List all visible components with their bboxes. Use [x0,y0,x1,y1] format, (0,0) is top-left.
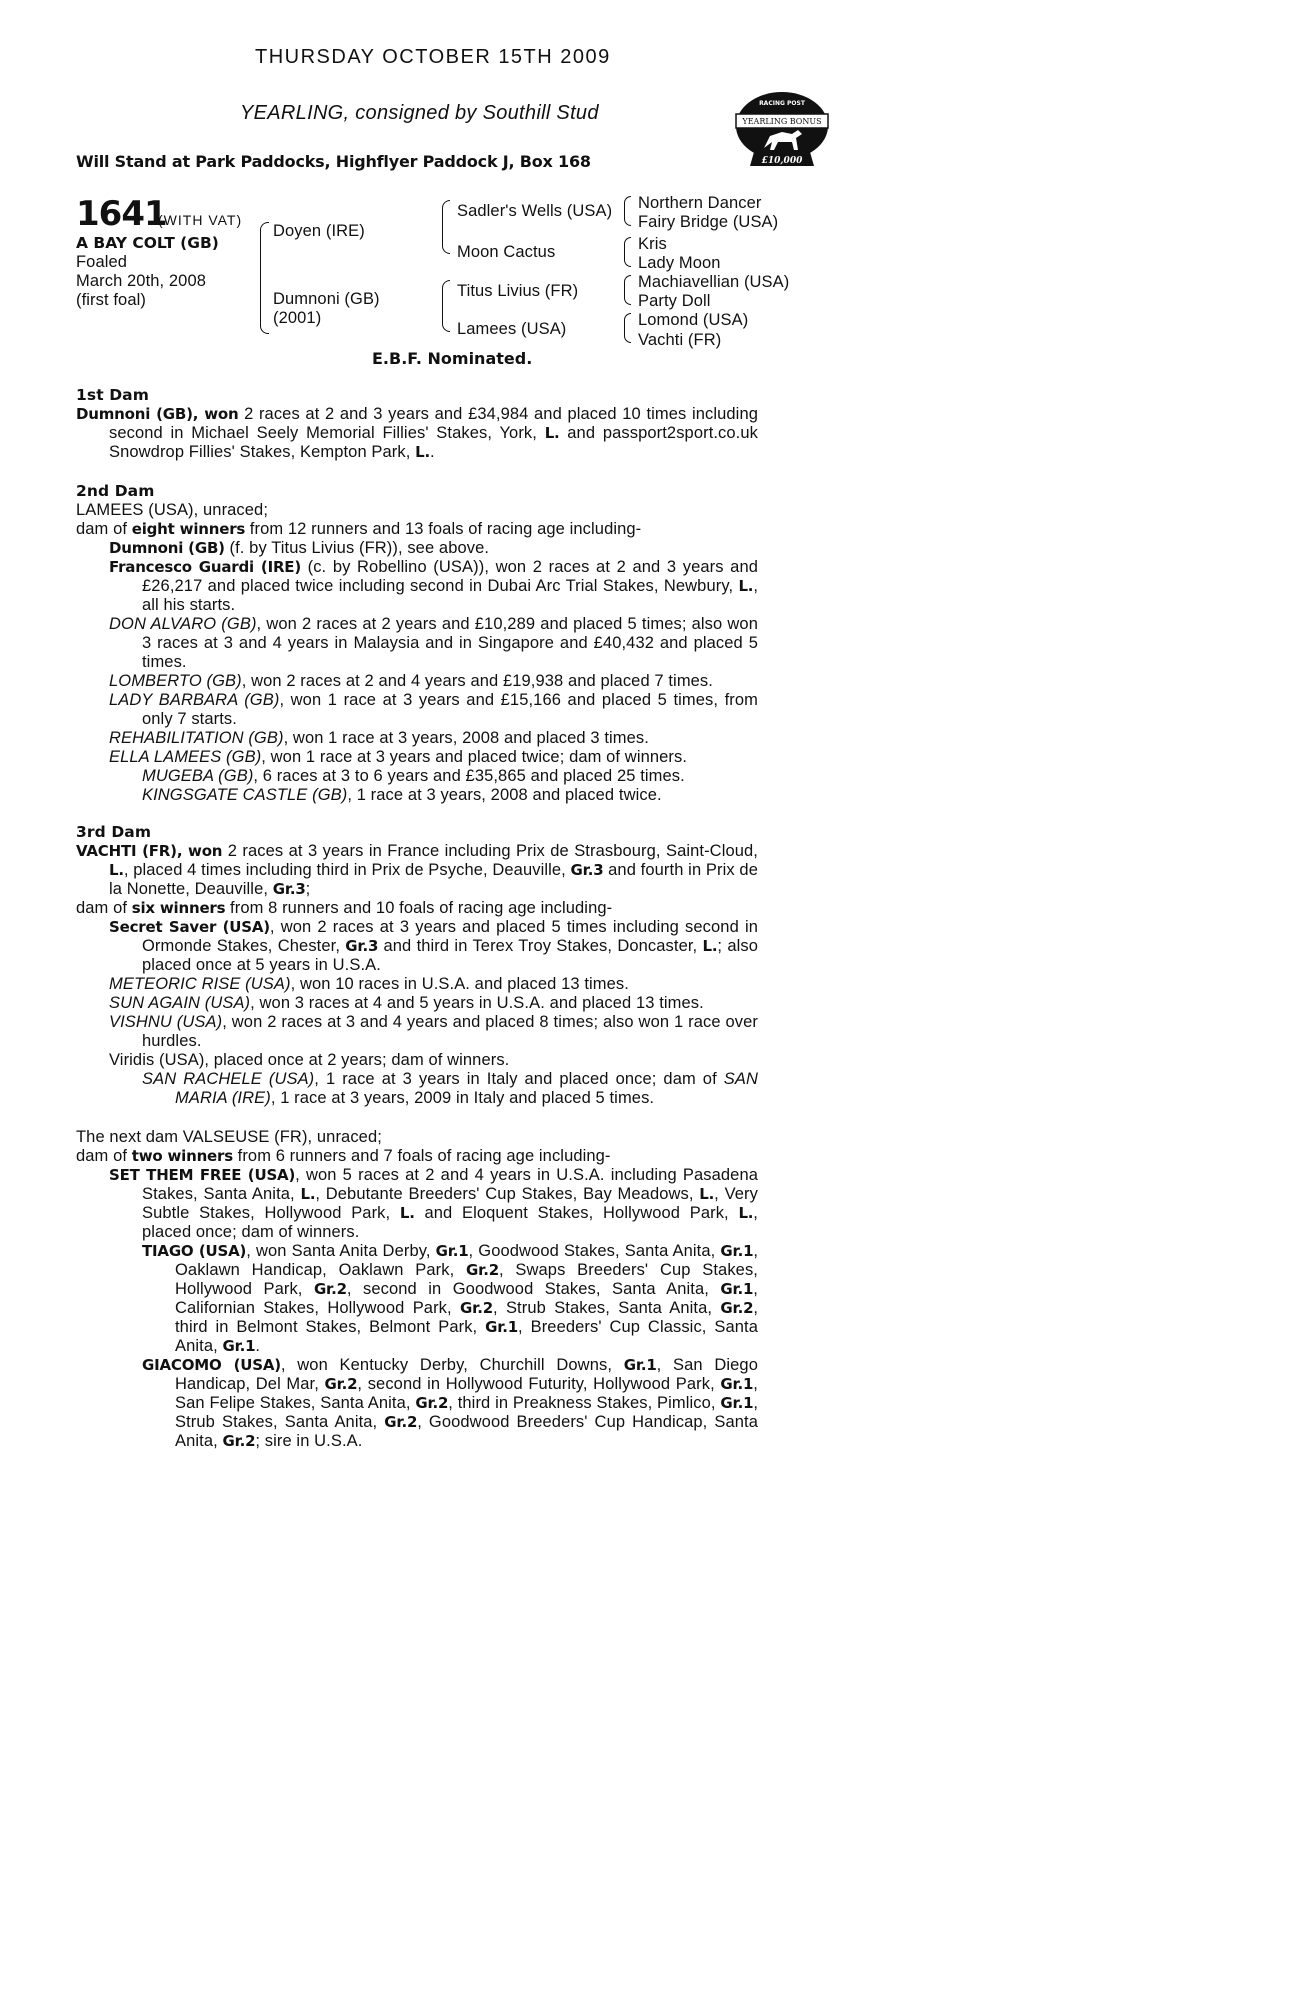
group-marker: Gr.1 [720,1242,754,1260]
first-dam-section [76,386,758,462]
group-marker: Gr.3 [570,861,604,879]
progeny-name: SUN AGAIN (USA) [109,994,251,1012]
progeny-name: REHABILITATION (GB) [109,729,284,747]
listed-marker: L. [738,577,754,595]
listed-marker: L. [702,937,718,955]
first-dam-text-a: 2 races at 2 and 3 years and £34,984 and placed 10 times including second in Michael Seely Memorial Fillies' Stakes, York, [109,405,758,442]
progeny-entry: SUN AGAIN (USA), won 3 races at 4 and 5 years in U.S.A. and placed 13 times. [109,994,704,1012]
listed-marker: L. [399,1204,415,1222]
pedigree-g3: Kris [638,235,667,253]
progeny-entry: Dumnoni (GB) (f. by Titus Livius (FR)), see above. [109,539,490,557]
progeny-name: METEORIC RISE (USA) [109,975,291,993]
progeny-entry: REHABILITATION (GB), won 1 race at 3 years, 2008 and placed 3 times. [109,729,649,747]
listed-marker: L. [300,1185,316,1203]
stand-location: Will Stand at Park Paddocks, Highflyer Paddock J, Box 168 [76,152,591,171]
progeny-name: GIACOMO (USA) [142,1356,281,1374]
progeny-entry: Viridis (USA), placed once at 2 years; dam of winners. [109,1051,510,1069]
pedigree-brace-dam [442,280,450,332]
group-marker: Gr.1 [435,1242,469,1260]
progeny-entry: Francesco Guardi (IRE) (c. by Robellino (USA)), won 2 races at 2 and 3 years and £26,217 and placed twice including second in Dubai Arc Trial Stakes, Newbury, L., all his starts. [109,558,758,614]
progeny-entry: ELLA LAMEES (GB), won 1 race at 3 years and placed twice; dam of winners. [109,748,688,766]
badge-top-text: RACING POST [759,100,805,107]
progeny-name: KINGSGATE CASTLE (GB) [142,786,348,804]
group-marker: Gr.2 [460,1299,493,1317]
winners-count: two winners [131,1147,233,1165]
yearling-bonus-badge [732,90,832,170]
progeny-name: LADY BARBARA (GB) [109,691,280,709]
progeny-entry: MUGEBA (GB), 6 races at 3 to 6 years and £35,865 and placed 25 times. [142,767,685,785]
first-dam-paragraph [76,405,758,462]
progeny-name: Francesco Guardi (IRE) [109,558,302,576]
progeny-name: ELLA LAMEES (GB) [109,748,262,766]
third-dam-name: VACHTI (FR) [76,842,177,860]
progeny-name: LOMBERTO (GB) [109,672,242,690]
pedigree-g4: Lady Moon [638,254,721,272]
group-marker: Gr.3 [345,937,379,955]
progeny-entry: KINGSGATE CASTLE (GB), 1 race at 3 years, 2008 and placed twice. [142,786,662,804]
group-marker: Gr.2 [720,1299,754,1317]
pedigree-sire-sire: Sadler's Wells (USA) [457,202,613,220]
group-marker: Gr.1 [623,1356,657,1374]
group-marker: Gr.1 [222,1337,256,1355]
group-marker: Gr.1 [485,1318,519,1336]
progeny-name: SAN RACHELE (USA) [142,1070,315,1088]
listed-marker: L. [738,1204,754,1222]
pedigree-dam-dam: Lamees (USA) [457,320,567,338]
lot-number: 1641 [76,194,167,234]
ebf-nominated: E.B.F. Nominated. [372,349,533,368]
progeny-name: VISHNU (USA) [109,1013,223,1031]
badge-mid-text: YEARLING BONUS [742,117,822,126]
pedigree-sire: Doyen (IRE) [273,222,365,240]
pedigree-dam: Dumnoni (GB) [273,290,380,308]
pedigree-brace-g2 [624,237,631,267]
lot-description: A BAY COLT (GB) [76,234,219,252]
group-marker: Gr.2 [466,1261,499,1279]
progeny-entry: Secret Saver (USA), won 2 races at 3 years and placed 5 times including second in Ormonde Stakes, Chester, Gr.3 and third in Terex Troy Stakes, Doncaster, L.; also placed once at 5 years in U.S.A. [109,918,759,974]
second-dam-line1: LAMEES (USA), unraced; [76,501,269,519]
winners-count: six winners [131,899,226,917]
progeny-name: Dumnoni (GB) [109,539,225,557]
pedigree-brace-g1 [624,196,631,226]
group-marker: Gr.1 [720,1375,754,1393]
first-dam-text-b: and passport2sport.co.uk Snowdrop Fillies' Stakes, Kempton Park, [109,424,758,461]
next-dam-section [76,1128,758,1451]
progeny-entry: GIACOMO (USA), won Kentucky Derby, Churchill Downs, Gr.1, San Diego Handicap, Del Mar, Gr.2, second in Hollywood Futurity, Hollywood Park, Gr.1, San Felipe Stakes, Santa Anita, Gr.2, third in Preakness Stakes, Pimlico, Gr.1, Strub Stakes, Santa Anita, Gr.2, Goodwood Breeders' Cup Handicap, Santa Anita, Gr.2; sire in U.S.A. [142,1356,758,1450]
pedigree-brace-main [260,222,269,334]
group-marker: Gr.2 [313,1280,347,1298]
badge-amount-text: £10,000 [761,156,803,166]
third-dam-section [76,823,758,1108]
group-marker: Gr.2 [222,1432,256,1450]
listed-marker: L. [699,1185,715,1203]
first-dam-comma: , [192,405,205,423]
foal-note: (first foal) [76,291,146,309]
progeny-entry: DON ALVARO (GB), won 2 races at 2 years and £10,289 and placed 5 times; also won 3 races at 3 and 4 years in Malaysia and in Singapore and £40,432 and placed 5 times. [109,615,758,671]
group-marker: Gr.3 [272,880,306,898]
third-dam-heading: 3rd Dam [76,823,152,841]
second-dam-section [76,482,758,805]
progeny-name: TIAGO (USA) [142,1242,247,1260]
pedigree-g5: Machiavellian (USA) [638,273,790,291]
third-dam-dam-of: dam of six winners from 8 runners and 10 foals of racing age including- [76,899,613,917]
pedigree-dam-year: (2001) [273,309,322,327]
progeny-entry: LADY BARBARA (GB), won 1 race at 3 years and £15,166 and placed 5 times, from only 7 starts. [109,691,759,728]
pedigree-brace-g3 [624,275,631,305]
consignment-line: YEARLING, consigned by Southill Stud [240,102,599,124]
pedigree-g7: Lomond (USA) [638,311,749,329]
progeny-entry: TIAGO (USA), won Santa Anita Derby, Gr.1, Goodwood Stakes, Santa Anita, Gr.1, Oaklawn Handicap, Oaklawn Park, Gr.2, Swaps Breeders' Cup Stakes, Hollywood Park, Gr.2, second in Goodwood Stakes, Santa Anita, Gr.1, Californian Stakes, Hollywood Park, Gr.2, Strub Stakes, Santa Anita, Gr.2, third in Belmont Stakes, Belmont Park, Gr.1, Breeders' Cup Classic, Santa Anita, Gr.1. [142,1242,758,1355]
group-marker: Gr.1 [720,1394,754,1412]
group-marker: Gr.1 [720,1280,754,1298]
progeny-name: DON ALVARO (GB) [109,615,257,633]
group-marker: Gr.2 [415,1394,449,1412]
listed-marker: L. [109,861,124,879]
group-marker: Gr.2 [324,1375,358,1393]
first-dam-heading: 1st Dam [76,386,149,404]
vat-note: (WITH VAT) [158,212,243,228]
first-dam-text-c: . [429,443,435,461]
progeny-name: SAN MARIA (IRE) [175,1070,758,1107]
progeny-name: Secret Saver (USA) [109,918,270,936]
foaled-label: Foaled [76,253,128,271]
progeny-entry: SAN RACHELE (USA), 1 race at 3 years in Italy and placed once; dam of SAN MARIA (IRE), 1 race at 3 years, 2009 in Italy and placed 5 times. [142,1070,758,1107]
progeny-entry: LOMBERTO (GB), won 2 races at 2 and 4 years and £19,938 and placed 7 times. [109,672,713,690]
progeny-name: MUGEBA (GB) [142,767,254,785]
progeny-entry: METEORIC RISE (USA), won 10 races in U.S.A. and placed 13 times. [109,975,629,993]
group-marker: Gr.2 [384,1413,418,1431]
first-dam-won: won [204,405,239,423]
pedigree-g2: Fairy Bridge (USA) [638,213,779,231]
pedigree-g6: Party Doll [638,292,711,310]
second-dam-dam-of: dam of eight winners from 12 runners and 13 foals of racing age including- [76,520,642,538]
winners-count: eight winners [131,520,246,538]
progeny-entry: VISHNU (USA), won 2 races at 3 and 4 years and placed 8 times; also won 1 race over hurdles. [109,1013,758,1050]
next-dam-line1: The next dam VALSEUSE (FR), unraced; [76,1128,382,1146]
next-dam-dam-of: dam of two winners from 6 runners and 7 foals of racing age including- [76,1147,611,1165]
foaled-date: March 20th, 2008 [76,272,207,290]
progeny-entry: SET THEM FREE (USA), won 5 races at 2 and 4 years in U.S.A. including Pasadena Stakes, Santa Anita, L., Debutante Breeders' Cup Stakes, Bay Meadows, L., Very Subtle Stakes, Hollywood Park, L. and Eloquent Stakes, Hollywood Park, L., placed once; dam of winners. [109,1166,759,1241]
second-dam-heading: 2nd Dam [76,482,155,500]
pedigree-dam-sire: Titus Livius (FR) [457,282,579,300]
pedigree-brace-g4 [624,313,631,343]
first-dam-name: Dumnoni (GB) [76,405,193,423]
pedigree-g1: Northern Dancer [638,194,762,212]
listed-marker: L. [544,424,560,442]
listed-marker: L. [415,443,430,461]
third-dam-paragraph: VACHTI (FR), won 2 races at 3 years in France including Prix de Strasbourg, Saint-Cloud, L., placed 4 times including third in Prix de Psyche, Deauville, Gr.3 and fourth in Prix de la Nonette, Deauville, Gr.3; [76,842,758,898]
pedigree-brace-sire [442,200,450,254]
sale-date: THURSDAY OCTOBER 15TH 2009 [255,46,611,68]
pedigree-g8: Vachti (FR) [638,331,722,349]
pedigree-sire-dam: Moon Cactus [457,243,556,261]
progeny-name: SET THEM FREE (USA) [109,1166,296,1184]
